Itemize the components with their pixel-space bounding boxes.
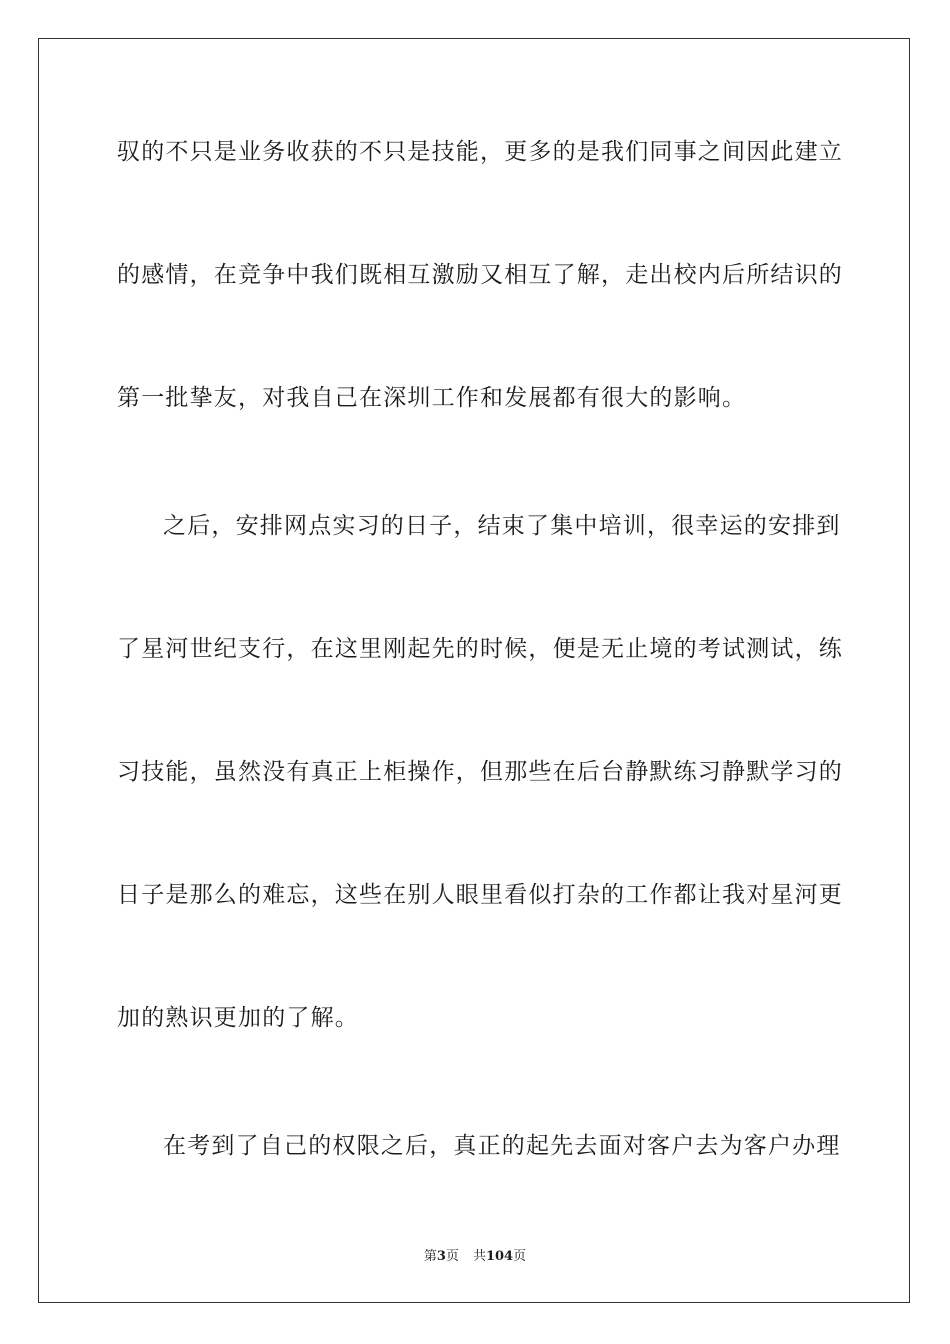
page-footer — [0, 1248, 950, 1266]
body-text-line-6: 习技能，虽然没有真正上柜操作，但那些在后台静默练习静默学习的 — [117, 759, 843, 785]
body-text-line-1: 驭的不只是业务收获的不只是技能，更多的是我们同事之间因此建立 — [117, 139, 843, 165]
body-text-line-3: 第一批挚友，对我自己在深圳工作和发展都有很大的影响。 — [117, 385, 747, 411]
body-text-line-9: 在考到了自己的权限之后，真正的起先去面对客户去为客户办理 — [163, 1133, 841, 1159]
body-text-line-2: 的感情，在竞争中我们既相互激励又相互了解，走出校内后所结识的 — [117, 262, 843, 288]
total-pages: 104 — [485, 1249, 514, 1264]
page-prefix: 第 — [423, 1249, 437, 1264]
body-text-line-8: 加的熟识更加的了解。 — [117, 1005, 359, 1031]
total-prefix: 共 — [472, 1249, 486, 1264]
total-suffix: 页 — [513, 1249, 527, 1264]
page-suffix: 页 — [445, 1249, 459, 1264]
body-text-line-5: 了星河世纪支行，在这里刚起先的时候，便是无止境的考试测试，练 — [117, 636, 843, 662]
page-number: 3 — [436, 1249, 446, 1264]
body-text-line-7: 日子是那么的难忘，这些在别人眼里看似打杂的工作都让我对星河更 — [117, 882, 843, 908]
body-text-line-4: 之后，安排网点实习的日子，结束了集中培训，很幸运的安排到 — [163, 513, 841, 539]
page-border — [38, 38, 910, 1303]
